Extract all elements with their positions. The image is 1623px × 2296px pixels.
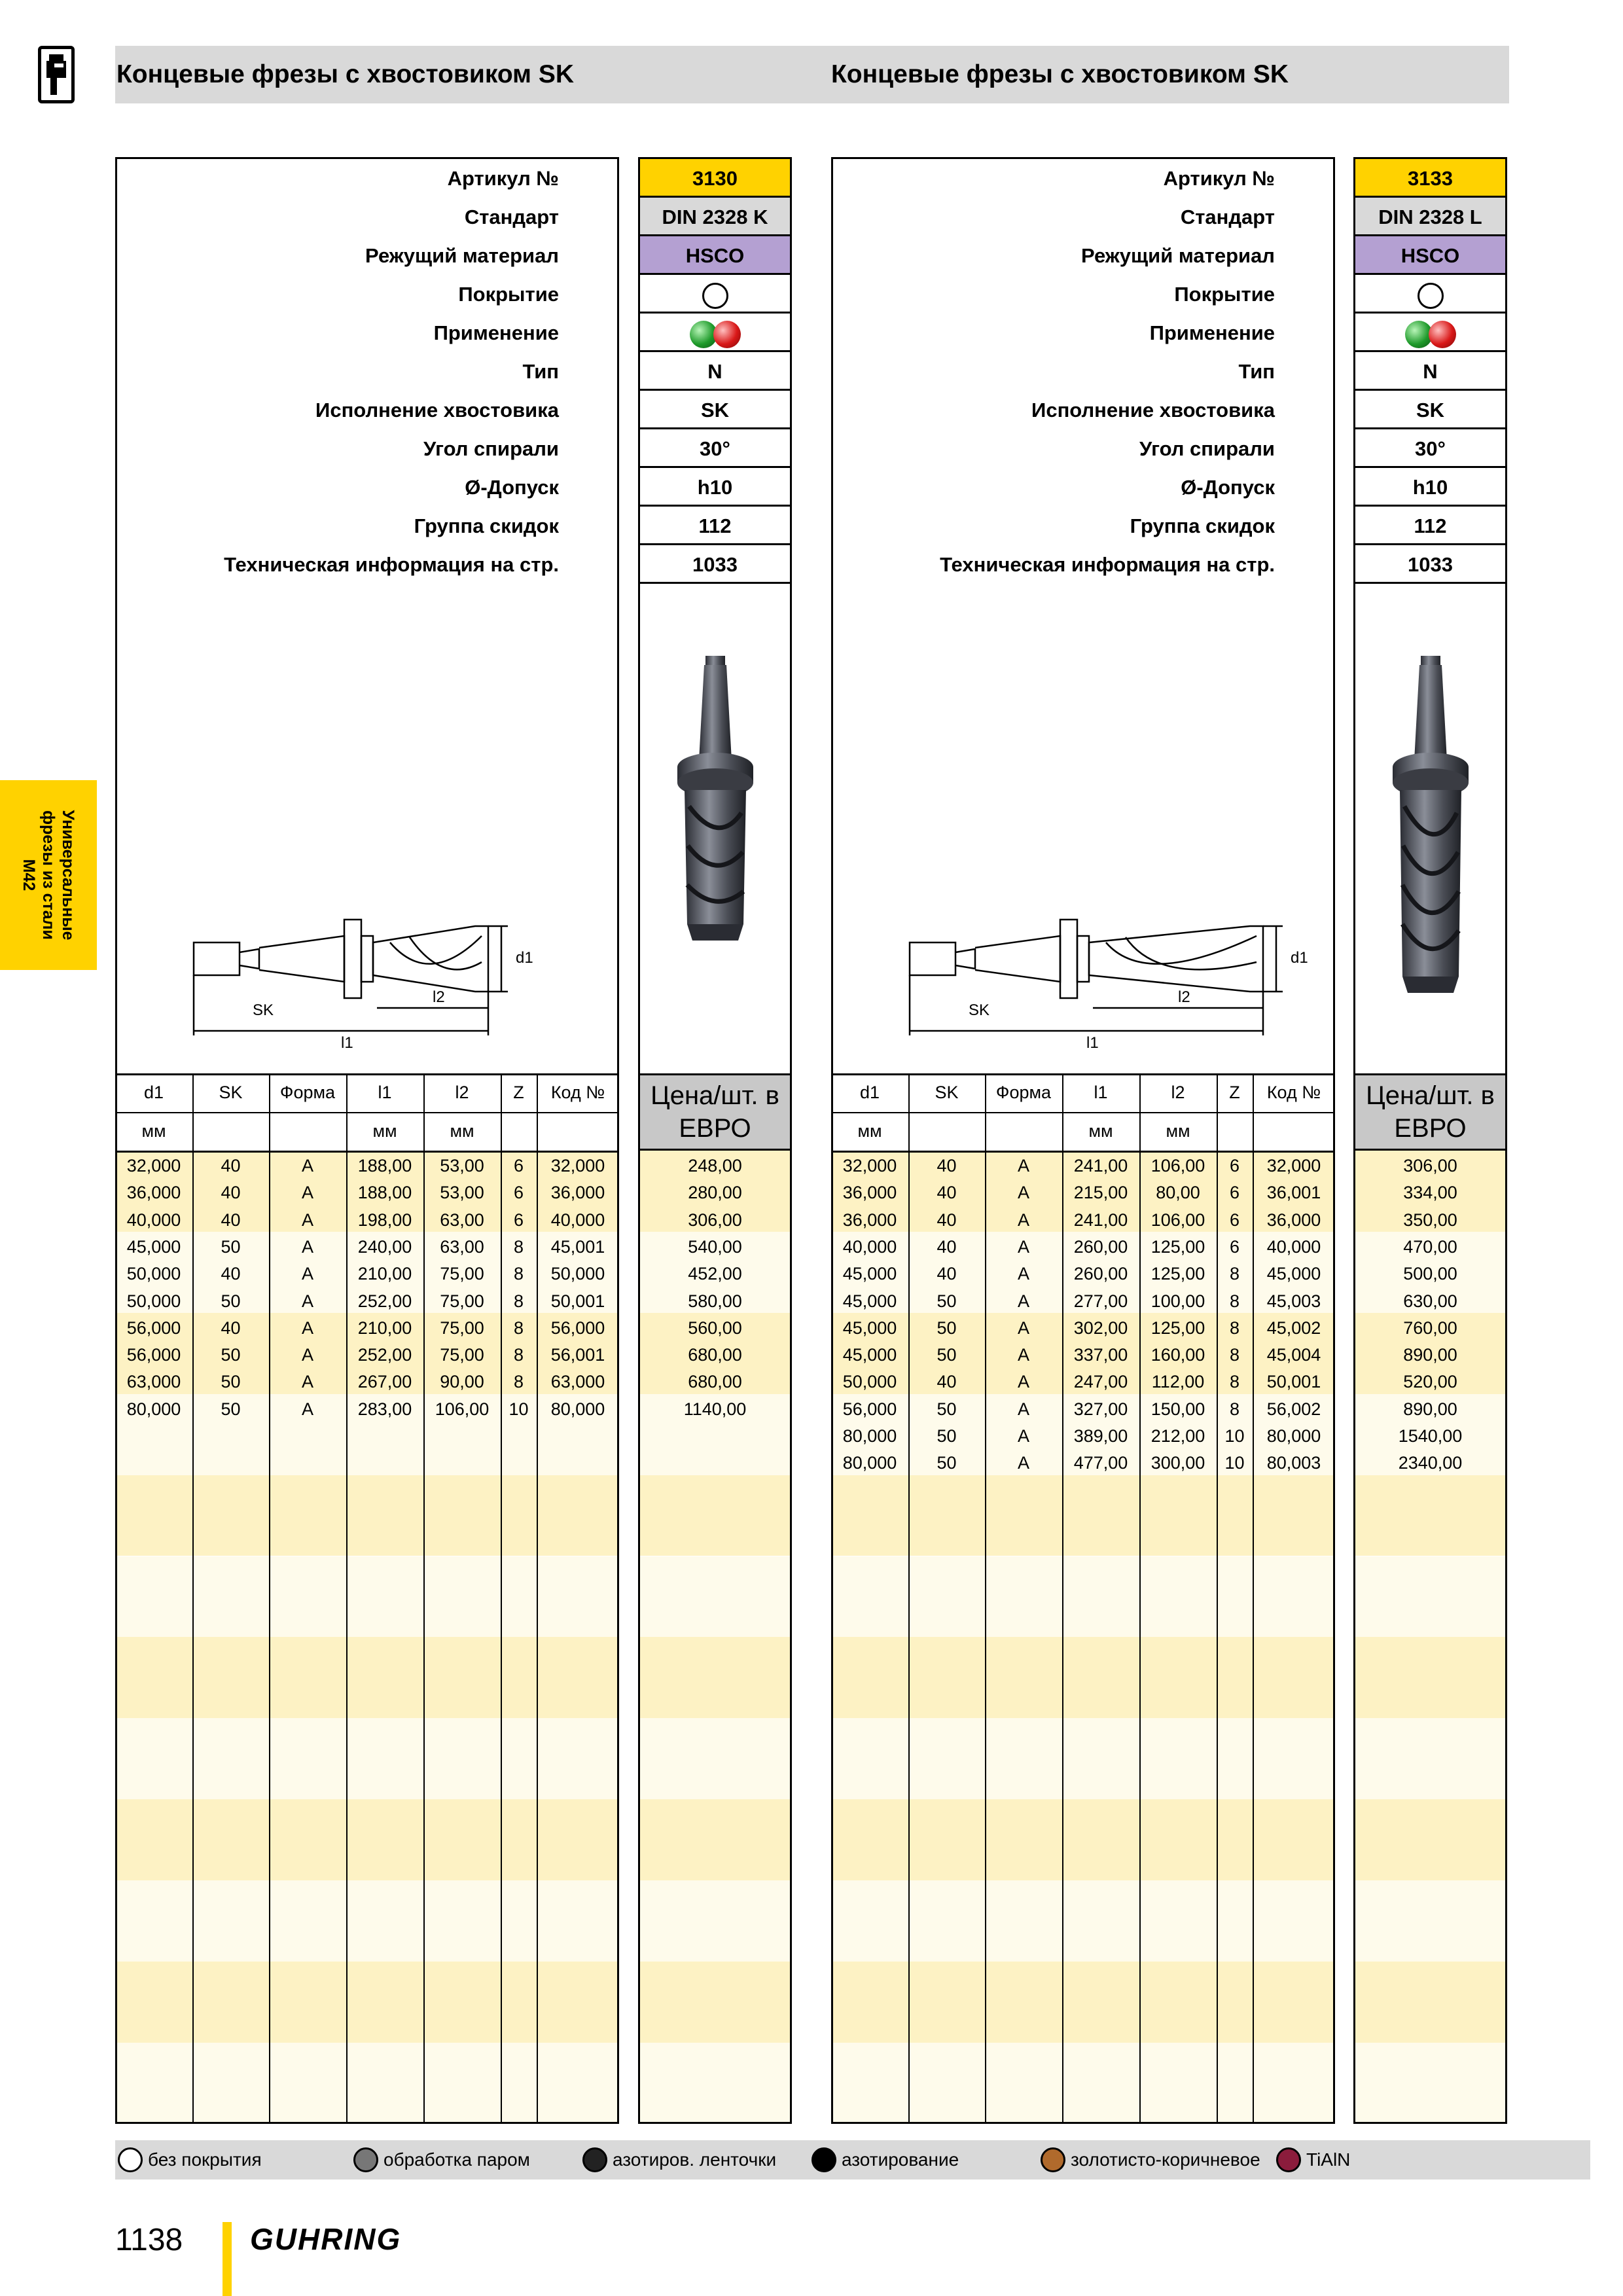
table-cell: 8 bbox=[513, 1236, 524, 1257]
table-cell: 10 bbox=[1224, 1453, 1245, 1473]
column-header: Код № bbox=[550, 1083, 605, 1102]
table-cell: 80,000 bbox=[550, 1399, 605, 1419]
table-cell: 75,00 bbox=[440, 1318, 484, 1338]
price-cell: 630,00 bbox=[1403, 1291, 1457, 1311]
property-label: Угол спирали bbox=[1139, 437, 1275, 460]
tialn-icon bbox=[1276, 2147, 1301, 2172]
price-cell: 760,00 bbox=[1403, 1318, 1457, 1338]
property-label: Тип bbox=[522, 360, 559, 383]
property-label: Группа скидок bbox=[1130, 514, 1275, 537]
table-cell: 300,00 bbox=[1150, 1453, 1205, 1473]
table-cell: 50,000 bbox=[550, 1264, 605, 1284]
column-header: Форма bbox=[279, 1083, 336, 1102]
price-cell: 500,00 bbox=[1403, 1264, 1457, 1284]
price-cell: 334,00 bbox=[1403, 1183, 1457, 1203]
tech-info-page: 1033 bbox=[1355, 545, 1505, 584]
table-cell: 32,000 bbox=[842, 1156, 897, 1175]
table-cell: 56,002 bbox=[1266, 1399, 1321, 1419]
price-cell: 890,00 bbox=[1403, 1399, 1457, 1419]
brand-name: GUHRING bbox=[250, 2222, 402, 2256]
table-cell: 40,000 bbox=[842, 1236, 897, 1257]
table-cell: A bbox=[1017, 1264, 1029, 1284]
article-number[interactable]: 3130 bbox=[640, 159, 790, 198]
table-cell: A bbox=[301, 1236, 313, 1257]
table-cell: 6 bbox=[1229, 1236, 1240, 1257]
table-cell: 8 bbox=[513, 1318, 524, 1338]
table-cell: 50 bbox=[221, 1372, 241, 1392]
table-cell: 252,00 bbox=[357, 1345, 412, 1365]
unit-label: мм bbox=[450, 1121, 474, 1141]
table-cell: 260,00 bbox=[1073, 1264, 1128, 1284]
table-cell: 6 bbox=[513, 1183, 524, 1203]
table-cell: 80,00 bbox=[1156, 1183, 1200, 1203]
table-cell: 50 bbox=[936, 1426, 957, 1446]
table-cell: 45,001 bbox=[550, 1236, 605, 1257]
circle-empty-icon bbox=[1418, 283, 1444, 309]
column-header: l2 bbox=[455, 1083, 469, 1102]
table-cell: A bbox=[301, 1291, 313, 1311]
column-header: l2 bbox=[1171, 1083, 1185, 1102]
property-label: Покрытие bbox=[458, 283, 559, 306]
table-cell: 90,00 bbox=[440, 1372, 484, 1392]
table-cell: 160,00 bbox=[1150, 1345, 1205, 1365]
price-header: Цена/шт. в ЕВРО bbox=[640, 1073, 790, 1151]
legend-item bbox=[1041, 2140, 1260, 2179]
table-cell: 477,00 bbox=[1073, 1453, 1128, 1473]
type-value: N bbox=[640, 352, 790, 391]
page-title-left: Концевые фрезы с хвостовиком SK bbox=[116, 60, 575, 88]
table-cell: 210,00 bbox=[357, 1318, 412, 1338]
table-cell: 56,000 bbox=[842, 1399, 897, 1419]
unit-label bbox=[1253, 1112, 1335, 1151]
table-cell: 53,00 bbox=[440, 1183, 484, 1203]
table-cell: 50 bbox=[936, 1318, 957, 1338]
drawing-label-l2: l2 bbox=[1178, 988, 1190, 1006]
table-cell: 75,00 bbox=[440, 1345, 484, 1365]
column-header: SK bbox=[219, 1083, 243, 1102]
unit-label bbox=[908, 1112, 985, 1151]
coating-value bbox=[1355, 275, 1505, 314]
table-cell: 45,003 bbox=[1266, 1291, 1321, 1311]
table-cell: 32,000 bbox=[1266, 1156, 1321, 1175]
table-cell: 50,000 bbox=[126, 1291, 181, 1311]
tool-photo bbox=[1355, 584, 1505, 1073]
table-cell: 40 bbox=[221, 1318, 241, 1338]
table-cell: 112,00 bbox=[1151, 1372, 1205, 1392]
technical-drawing bbox=[897, 890, 1302, 1047]
unit-label bbox=[501, 1112, 537, 1151]
table-cell: 210,00 bbox=[357, 1264, 412, 1284]
table-cell: 50,001 bbox=[1266, 1372, 1321, 1392]
table-cell: A bbox=[301, 1318, 313, 1338]
table-cell: 188,00 bbox=[357, 1156, 412, 1175]
price-cell: 680,00 bbox=[688, 1372, 742, 1392]
table-cell: 50,000 bbox=[126, 1264, 181, 1284]
table-cell: 8 bbox=[1229, 1291, 1240, 1311]
table-cell: 45,000 bbox=[126, 1236, 181, 1257]
brand-bar bbox=[223, 2222, 232, 2296]
table-cell: 45,000 bbox=[842, 1264, 897, 1284]
table-cell: 241,00 bbox=[1073, 1156, 1128, 1175]
table-cell: 80,000 bbox=[842, 1453, 897, 1473]
table-cell: 36,000 bbox=[842, 1183, 897, 1203]
legend-label: без покрытия bbox=[148, 2149, 262, 2170]
table-cell: 252,00 bbox=[357, 1291, 412, 1311]
price-header: Цена/шт. в ЕВРО bbox=[1355, 1073, 1505, 1151]
property-label: Группа скидок bbox=[414, 514, 559, 537]
no-coating-icon bbox=[118, 2147, 143, 2172]
table-cell: A bbox=[301, 1183, 313, 1203]
unit-label: мм bbox=[1088, 1121, 1113, 1141]
circle-empty-icon bbox=[702, 283, 728, 309]
table-cell: 125,00 bbox=[1150, 1264, 1205, 1284]
table-cell: 75,00 bbox=[440, 1291, 484, 1311]
table-cell: 80,003 bbox=[1266, 1453, 1321, 1473]
table-cell: 267,00 bbox=[357, 1372, 412, 1392]
table-cell: 32,000 bbox=[126, 1156, 181, 1175]
price-cell: 248,00 bbox=[688, 1156, 742, 1175]
property-label: Покрытие bbox=[1174, 283, 1275, 306]
table-cell: 40,000 bbox=[550, 1210, 605, 1230]
legend-item bbox=[1276, 2140, 1350, 2179]
table-cell: 80,000 bbox=[1266, 1426, 1321, 1446]
unit-label: мм bbox=[372, 1121, 397, 1141]
table-cell: 240,00 bbox=[357, 1236, 412, 1257]
category-side-tab-label: Универсальные фрезы из стали M42 bbox=[20, 810, 77, 941]
table-cell: 50 bbox=[936, 1453, 957, 1473]
price-cell: 890,00 bbox=[1403, 1345, 1457, 1365]
table-cell: 50 bbox=[221, 1236, 241, 1257]
table-cell: A bbox=[1017, 1399, 1029, 1419]
table-cell: 32,000 bbox=[550, 1156, 605, 1175]
table-cell: 150,00 bbox=[1150, 1399, 1205, 1419]
price-cell: 350,00 bbox=[1403, 1210, 1457, 1230]
nitrided-icon bbox=[812, 2147, 836, 2172]
table-cell: 63,000 bbox=[126, 1372, 181, 1392]
table-cell: 50 bbox=[936, 1345, 957, 1365]
price-cell: 306,00 bbox=[1403, 1156, 1457, 1175]
table-cell: 302,00 bbox=[1073, 1318, 1128, 1338]
column-header: Z bbox=[513, 1083, 524, 1102]
unit-label bbox=[985, 1112, 1062, 1151]
property-label: Стандарт bbox=[1180, 206, 1275, 228]
table-cell: 100,00 bbox=[1150, 1291, 1205, 1311]
table-cell: 45,002 bbox=[1266, 1318, 1321, 1338]
table-cell: 63,00 bbox=[440, 1236, 484, 1257]
price-cell: 280,00 bbox=[688, 1183, 742, 1203]
page-title-right: Концевые фрезы с хвостовиком SK bbox=[831, 60, 1289, 88]
property-label: Артикул № bbox=[447, 167, 559, 190]
shank-value: SK bbox=[640, 391, 790, 429]
table-cell: 80,000 bbox=[842, 1426, 897, 1446]
table-cell: 8 bbox=[513, 1345, 524, 1365]
column-header: d1 bbox=[143, 1083, 164, 1102]
property-label: Артикул № bbox=[1163, 167, 1275, 190]
table-cell: 106,00 bbox=[1150, 1156, 1205, 1175]
legend-item bbox=[353, 2140, 530, 2179]
table-cell: 50 bbox=[936, 1399, 957, 1419]
unit-label bbox=[192, 1112, 269, 1151]
table-cell: A bbox=[301, 1156, 313, 1175]
price-cell: 680,00 bbox=[688, 1345, 742, 1365]
price-cell: 1140,00 bbox=[683, 1399, 747, 1419]
discount-group: 112 bbox=[640, 507, 790, 545]
table-cell: 36,000 bbox=[1266, 1210, 1321, 1230]
table-cell: 56,001 bbox=[550, 1345, 605, 1365]
nitrided-band-icon bbox=[582, 2147, 607, 2172]
table-cell: A bbox=[1017, 1345, 1029, 1365]
table-cell: A bbox=[1017, 1372, 1029, 1392]
price-cell: 580,00 bbox=[688, 1291, 742, 1311]
unit-label bbox=[537, 1112, 619, 1151]
cutting-material: HSCO bbox=[1355, 236, 1505, 275]
price-cell: 560,00 bbox=[688, 1318, 742, 1338]
table-cell: 106,00 bbox=[435, 1399, 490, 1419]
table-cell: 45,000 bbox=[842, 1291, 897, 1311]
drawing-label-l1: l1 bbox=[1086, 1034, 1099, 1052]
unit-label: мм bbox=[141, 1121, 166, 1141]
unit-label: мм bbox=[857, 1121, 882, 1141]
table-cell: 10 bbox=[508, 1399, 529, 1419]
table-cell: 125,00 bbox=[1150, 1318, 1205, 1338]
table-cell: 50 bbox=[221, 1291, 241, 1311]
table-cell: 8 bbox=[513, 1291, 524, 1311]
table-cell: A bbox=[1017, 1236, 1029, 1257]
table-cell: 36,001 bbox=[1266, 1183, 1321, 1203]
legend-label: азотиров. ленточки bbox=[613, 2149, 777, 2170]
property-label: Угол спирали bbox=[423, 437, 559, 460]
article-number[interactable]: 3133 bbox=[1355, 159, 1505, 198]
property-label: Исполнение хвостовика bbox=[1031, 399, 1275, 422]
table-cell: 40 bbox=[936, 1264, 957, 1284]
page-number: 1138 bbox=[115, 2223, 183, 2257]
standard-value: DIN 2328 L bbox=[1355, 198, 1505, 236]
property-label: Применение bbox=[433, 321, 559, 344]
property-label: Тип bbox=[1238, 360, 1275, 383]
table-cell: 125,00 bbox=[1150, 1236, 1205, 1257]
table-cell: 40 bbox=[221, 1156, 241, 1175]
table-cell: 260,00 bbox=[1073, 1236, 1128, 1257]
price-cell: 540,00 bbox=[688, 1236, 742, 1257]
table-cell: 6 bbox=[513, 1210, 524, 1230]
table-cell: 56,000 bbox=[550, 1318, 605, 1338]
red-ball-icon bbox=[1429, 321, 1456, 348]
table-cell: A bbox=[301, 1345, 313, 1365]
price-cell: 470,00 bbox=[1403, 1236, 1457, 1257]
column-header: SK bbox=[935, 1083, 959, 1102]
column-header: d1 bbox=[859, 1083, 880, 1102]
table-cell: 283,00 bbox=[357, 1399, 412, 1419]
tech-info-page: 1033 bbox=[640, 545, 790, 584]
table-cell: 6 bbox=[1229, 1210, 1240, 1230]
property-label: Исполнение хвостовика bbox=[315, 399, 559, 422]
column-header: Форма bbox=[995, 1083, 1052, 1102]
cutting-material: HSCO bbox=[640, 236, 790, 275]
table-cell: A bbox=[1017, 1318, 1029, 1338]
table-cell: 327,00 bbox=[1073, 1399, 1128, 1419]
table-cell: 56,000 bbox=[126, 1345, 181, 1365]
technical-drawing bbox=[181, 890, 586, 1047]
table-cell: 75,00 bbox=[440, 1264, 484, 1284]
table-cell: 8 bbox=[513, 1264, 524, 1284]
price-cell: 452,00 bbox=[688, 1264, 742, 1284]
table-cell: 45,000 bbox=[842, 1318, 897, 1338]
property-label: Техническая информация на стр. bbox=[940, 553, 1275, 576]
table-cell: 106,00 bbox=[1150, 1210, 1205, 1230]
column-header: l1 bbox=[1094, 1083, 1108, 1102]
column-header: Код № bbox=[1266, 1083, 1321, 1102]
table-cell: 50,000 bbox=[842, 1372, 897, 1392]
table-cell: 53,00 bbox=[440, 1156, 484, 1175]
table-cell: 40 bbox=[221, 1264, 241, 1284]
column-header: l1 bbox=[378, 1083, 392, 1102]
table-cell: 6 bbox=[1229, 1156, 1240, 1175]
table-cell: 8 bbox=[1229, 1345, 1240, 1365]
table-cell: A bbox=[301, 1399, 313, 1419]
end-mill-image bbox=[1355, 584, 1505, 1042]
discount-group: 112 bbox=[1355, 507, 1505, 545]
property-label: Применение bbox=[1149, 321, 1275, 344]
table-cell: A bbox=[1017, 1453, 1029, 1473]
table-cell: 8 bbox=[1229, 1318, 1240, 1338]
helix-angle: 30° bbox=[640, 429, 790, 468]
table-cell: 56,000 bbox=[126, 1318, 181, 1338]
unit-label bbox=[1217, 1112, 1253, 1151]
unit-label: мм bbox=[1166, 1121, 1190, 1141]
table-cell: 45,000 bbox=[842, 1345, 897, 1365]
table-cell: 8 bbox=[1229, 1264, 1240, 1284]
price-cell: 520,00 bbox=[1403, 1372, 1457, 1392]
table-cell: A bbox=[301, 1210, 313, 1230]
table-cell: 188,00 bbox=[357, 1183, 412, 1203]
table-cell: A bbox=[1017, 1183, 1029, 1203]
table-cell: 6 bbox=[513, 1156, 524, 1175]
steam-treated-icon bbox=[353, 2147, 378, 2172]
coating-value bbox=[640, 275, 790, 314]
table-cell: 40 bbox=[221, 1183, 241, 1203]
table-cell: 40 bbox=[221, 1210, 241, 1230]
table-cell: 8 bbox=[1229, 1372, 1240, 1392]
price-cell: 306,00 bbox=[688, 1210, 742, 1230]
unit-label bbox=[269, 1112, 346, 1151]
column-header: Z bbox=[1229, 1083, 1240, 1102]
table-cell: A bbox=[1017, 1291, 1029, 1311]
drawing-label-l2: l2 bbox=[433, 988, 445, 1006]
helix-angle: 30° bbox=[1355, 429, 1505, 468]
price-cell: 1540,00 bbox=[1398, 1426, 1463, 1446]
table-cell: 50 bbox=[221, 1399, 241, 1419]
table-cell: 36,000 bbox=[550, 1183, 605, 1203]
shank-value: SK bbox=[1355, 391, 1505, 429]
table-cell: 337,00 bbox=[1073, 1345, 1128, 1365]
brand-logo-icon bbox=[38, 46, 75, 103]
table-cell: 277,00 bbox=[1073, 1291, 1128, 1311]
price-cell: 2340,00 bbox=[1398, 1453, 1463, 1473]
legend-label: обработка паром bbox=[383, 2149, 530, 2170]
property-label: Стандарт bbox=[464, 206, 559, 228]
table-cell: 80,000 bbox=[126, 1399, 181, 1419]
standard-value: DIN 2328 K bbox=[640, 198, 790, 236]
table-cell: 8 bbox=[1229, 1399, 1240, 1419]
table-cell: A bbox=[301, 1264, 313, 1284]
drawing-label-d1: d1 bbox=[1291, 949, 1308, 967]
table-cell: 247,00 bbox=[1073, 1372, 1128, 1392]
table-cell: A bbox=[1017, 1426, 1029, 1446]
gold-brown-icon bbox=[1041, 2147, 1065, 2172]
tool-photo bbox=[640, 584, 790, 1073]
table-cell: 40,000 bbox=[1266, 1236, 1321, 1257]
property-label: Техническая информация на стр. bbox=[224, 553, 559, 576]
end-mill-image bbox=[640, 584, 790, 1042]
table-cell: 50 bbox=[936, 1291, 957, 1311]
application-value bbox=[640, 314, 790, 352]
tolerance-value: h10 bbox=[1355, 468, 1505, 507]
table-cell: A bbox=[1017, 1156, 1029, 1175]
legend-item bbox=[118, 2140, 262, 2179]
table-cell: 36,000 bbox=[842, 1210, 897, 1230]
table-cell: 40 bbox=[936, 1183, 957, 1203]
table-cell: 198,00 bbox=[357, 1210, 412, 1230]
tolerance-value: h10 bbox=[640, 468, 790, 507]
drawing-label-sk: SK bbox=[969, 1001, 990, 1019]
table-cell: 10 bbox=[1224, 1426, 1245, 1446]
table-cell: 241,00 bbox=[1073, 1210, 1128, 1230]
type-value: N bbox=[1355, 352, 1505, 391]
application-value bbox=[1355, 314, 1505, 352]
table-cell: 50,001 bbox=[550, 1291, 605, 1311]
table-cell: 8 bbox=[513, 1372, 524, 1392]
table-cell: 40 bbox=[936, 1210, 957, 1230]
table-cell: 45,004 bbox=[1266, 1345, 1321, 1365]
drawing-label-d1: d1 bbox=[516, 949, 533, 967]
table-cell: 40 bbox=[936, 1156, 957, 1175]
table-cell: 6 bbox=[1229, 1183, 1240, 1203]
table-cell: 389,00 bbox=[1073, 1426, 1128, 1446]
table-cell: 36,000 bbox=[126, 1183, 181, 1203]
property-label: Режущий материал bbox=[1081, 244, 1275, 267]
drawing-label-sk: SK bbox=[253, 1001, 274, 1019]
table-cell: 40 bbox=[936, 1372, 957, 1392]
legend-label: TiAlN bbox=[1306, 2149, 1351, 2170]
property-label: Режущий материал bbox=[365, 244, 559, 267]
table-cell: 45,000 bbox=[1266, 1264, 1321, 1284]
table-cell: 50 bbox=[221, 1345, 241, 1365]
legend-item bbox=[582, 2140, 776, 2179]
table-cell: 40,000 bbox=[126, 1210, 181, 1230]
table-cell: 63,00 bbox=[440, 1210, 484, 1230]
legend-label: золотисто-коричневое bbox=[1071, 2149, 1260, 2170]
table-cell: 63,000 bbox=[550, 1372, 605, 1392]
table-cell: A bbox=[1017, 1210, 1029, 1230]
table-cell: 212,00 bbox=[1150, 1426, 1205, 1446]
property-label: Ø-Допуск bbox=[1181, 476, 1275, 499]
table-cell: 40 bbox=[936, 1236, 957, 1257]
red-ball-icon bbox=[713, 321, 741, 348]
legend-item bbox=[812, 2140, 959, 2179]
drawing-label-l1: l1 bbox=[341, 1034, 353, 1052]
legend-label: азотирование bbox=[842, 2149, 959, 2170]
table-cell: A bbox=[301, 1372, 313, 1392]
property-label: Ø-Допуск bbox=[465, 476, 559, 499]
table-cell: 215,00 bbox=[1073, 1183, 1128, 1203]
